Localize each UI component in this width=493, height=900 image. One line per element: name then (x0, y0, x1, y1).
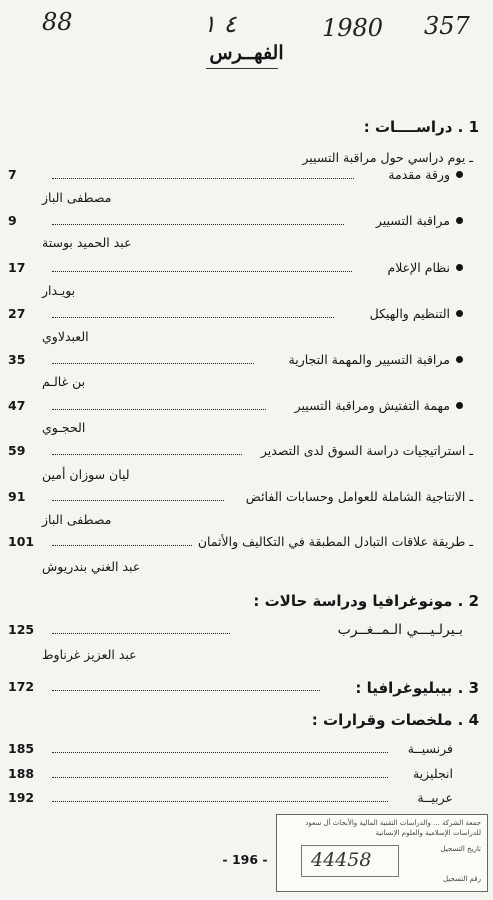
handwritten-year: 1980 (322, 14, 384, 42)
toc-entry (0, 167, 493, 185)
section-heading-studies: 1 . دراســــات : (363, 118, 479, 136)
leader-dots (52, 178, 354, 179)
page-number: 172 (8, 679, 35, 694)
handwritten-mark: ٤ ١ (203, 10, 237, 38)
entry-author: بويـدار (42, 283, 76, 298)
entry-title: نظام الإعلام (387, 260, 450, 275)
leader-dots (52, 454, 242, 455)
stamp-text: للدراسات الإسلامية والعلوم الإنسانية (375, 829, 481, 837)
entry-title: مراقبة التسيير والمهمة التجارية (288, 352, 450, 367)
toc-entry (0, 352, 493, 370)
entry-title: ـ طريقة علاقات التبادل المطبقة في التكاليف والأثمان (197, 534, 473, 549)
stamp-text: تاريخ التسجيل (440, 845, 481, 853)
toc-entry (0, 213, 493, 231)
entry-title: مهمة التفتيش ومراقبة التسيير (294, 398, 450, 413)
toc-entry (0, 398, 493, 416)
page-number: 47 (8, 398, 26, 413)
section-heading-monographs: 2 . مونوغرافيا ودراسة حالات : (253, 592, 479, 610)
entry-author: عبد الحميد بوستة (42, 235, 132, 250)
page-footer-number: - 196 - (222, 852, 268, 867)
leader-dots (52, 317, 334, 318)
toc-entry (0, 306, 493, 324)
study-day-heading: ـ يوم دراسي حول مراقبة التسيير (302, 150, 473, 165)
bullet-icon (456, 356, 463, 363)
leader-dots (52, 690, 320, 691)
entry-author: بن غالـم (42, 374, 86, 389)
entry-author: مصطفى الباز (42, 190, 112, 205)
page-number: 9 (8, 213, 17, 228)
bullet-icon (456, 310, 463, 317)
entry-title: فرنسيــة (407, 741, 453, 756)
leader-dots (52, 363, 254, 364)
entry-title: ـ الانتاجية الشاملة للعوامل وحسابات الفائض (245, 489, 473, 504)
entry-author: مصطفى الباز (42, 512, 112, 527)
entry-title: التنظيم والهيكل (369, 306, 450, 321)
entry-author: العبدلاوي (42, 329, 89, 344)
toc-entry (0, 260, 493, 278)
toc-entry (0, 622, 493, 640)
page-number: 17 (8, 260, 26, 275)
page-title: الفهــرس (209, 42, 284, 64)
leader-dots (52, 633, 230, 634)
toc-entry (0, 489, 493, 507)
entry-title: مراقبة التسيير (375, 213, 450, 228)
page-number: 35 (8, 352, 26, 367)
entry-author: عبد العزيز غرناوط (42, 647, 137, 662)
leader-dots (52, 777, 388, 778)
bullet-icon (456, 264, 463, 271)
section-heading-summaries: 4 . ملخصات وقرارات : (311, 711, 479, 729)
entry-title: بـيرلـيـــي الـمــغــرب (337, 622, 463, 638)
toc-entry (0, 741, 493, 759)
leader-dots (52, 545, 192, 546)
page-number: 91 (8, 489, 26, 504)
entry-title: ـ استراتيجيات دراسة السوق لدى التصدير (260, 443, 473, 458)
toc-entry (0, 534, 493, 552)
leader-dots (52, 409, 266, 410)
page-number: 27 (8, 306, 26, 321)
bullet-icon (456, 217, 463, 224)
page-number: 7 (8, 167, 17, 182)
entry-title: ورقة مقدمة (388, 167, 450, 182)
handwritten-registration-number: 44458 (311, 849, 372, 871)
toc-entry (0, 790, 493, 808)
entry-author: عبد الغني بندريوش (42, 559, 141, 574)
title-underline (206, 68, 278, 69)
leader-dots (52, 752, 388, 753)
toc-entry (0, 679, 493, 697)
bullet-icon (456, 171, 463, 178)
entry-title: عربيــة (417, 790, 453, 805)
page-number: 101 (8, 534, 35, 549)
page-number: 192 (8, 790, 35, 805)
leader-dots (52, 500, 224, 501)
page-number: 59 (8, 443, 26, 458)
stamp-text: رقم التسجيل (443, 875, 481, 883)
page-number: 188 (8, 766, 35, 781)
page-number: 125 (8, 622, 35, 637)
entry-title: انجليزية (412, 766, 453, 781)
library-stamp (276, 814, 488, 892)
leader-dots (52, 271, 352, 272)
stamp-text: جمعة الشركة ... والدراسات التقنية المالية والأبحاث أل سعود (305, 819, 481, 827)
handwritten-number: 88 (42, 8, 73, 36)
section-heading-bibliography: 3 . بيبليوغرافيا : (355, 679, 479, 697)
bullet-icon (456, 402, 463, 409)
entry-author: الحجـوي (42, 420, 86, 435)
toc-entry (0, 443, 493, 461)
toc-entry (0, 766, 493, 784)
handwritten-code: 357 (424, 12, 470, 40)
page-number: 185 (8, 741, 35, 756)
leader-dots (52, 801, 388, 802)
entry-author: ليان سوزان أمين (42, 467, 130, 482)
leader-dots (52, 224, 344, 225)
